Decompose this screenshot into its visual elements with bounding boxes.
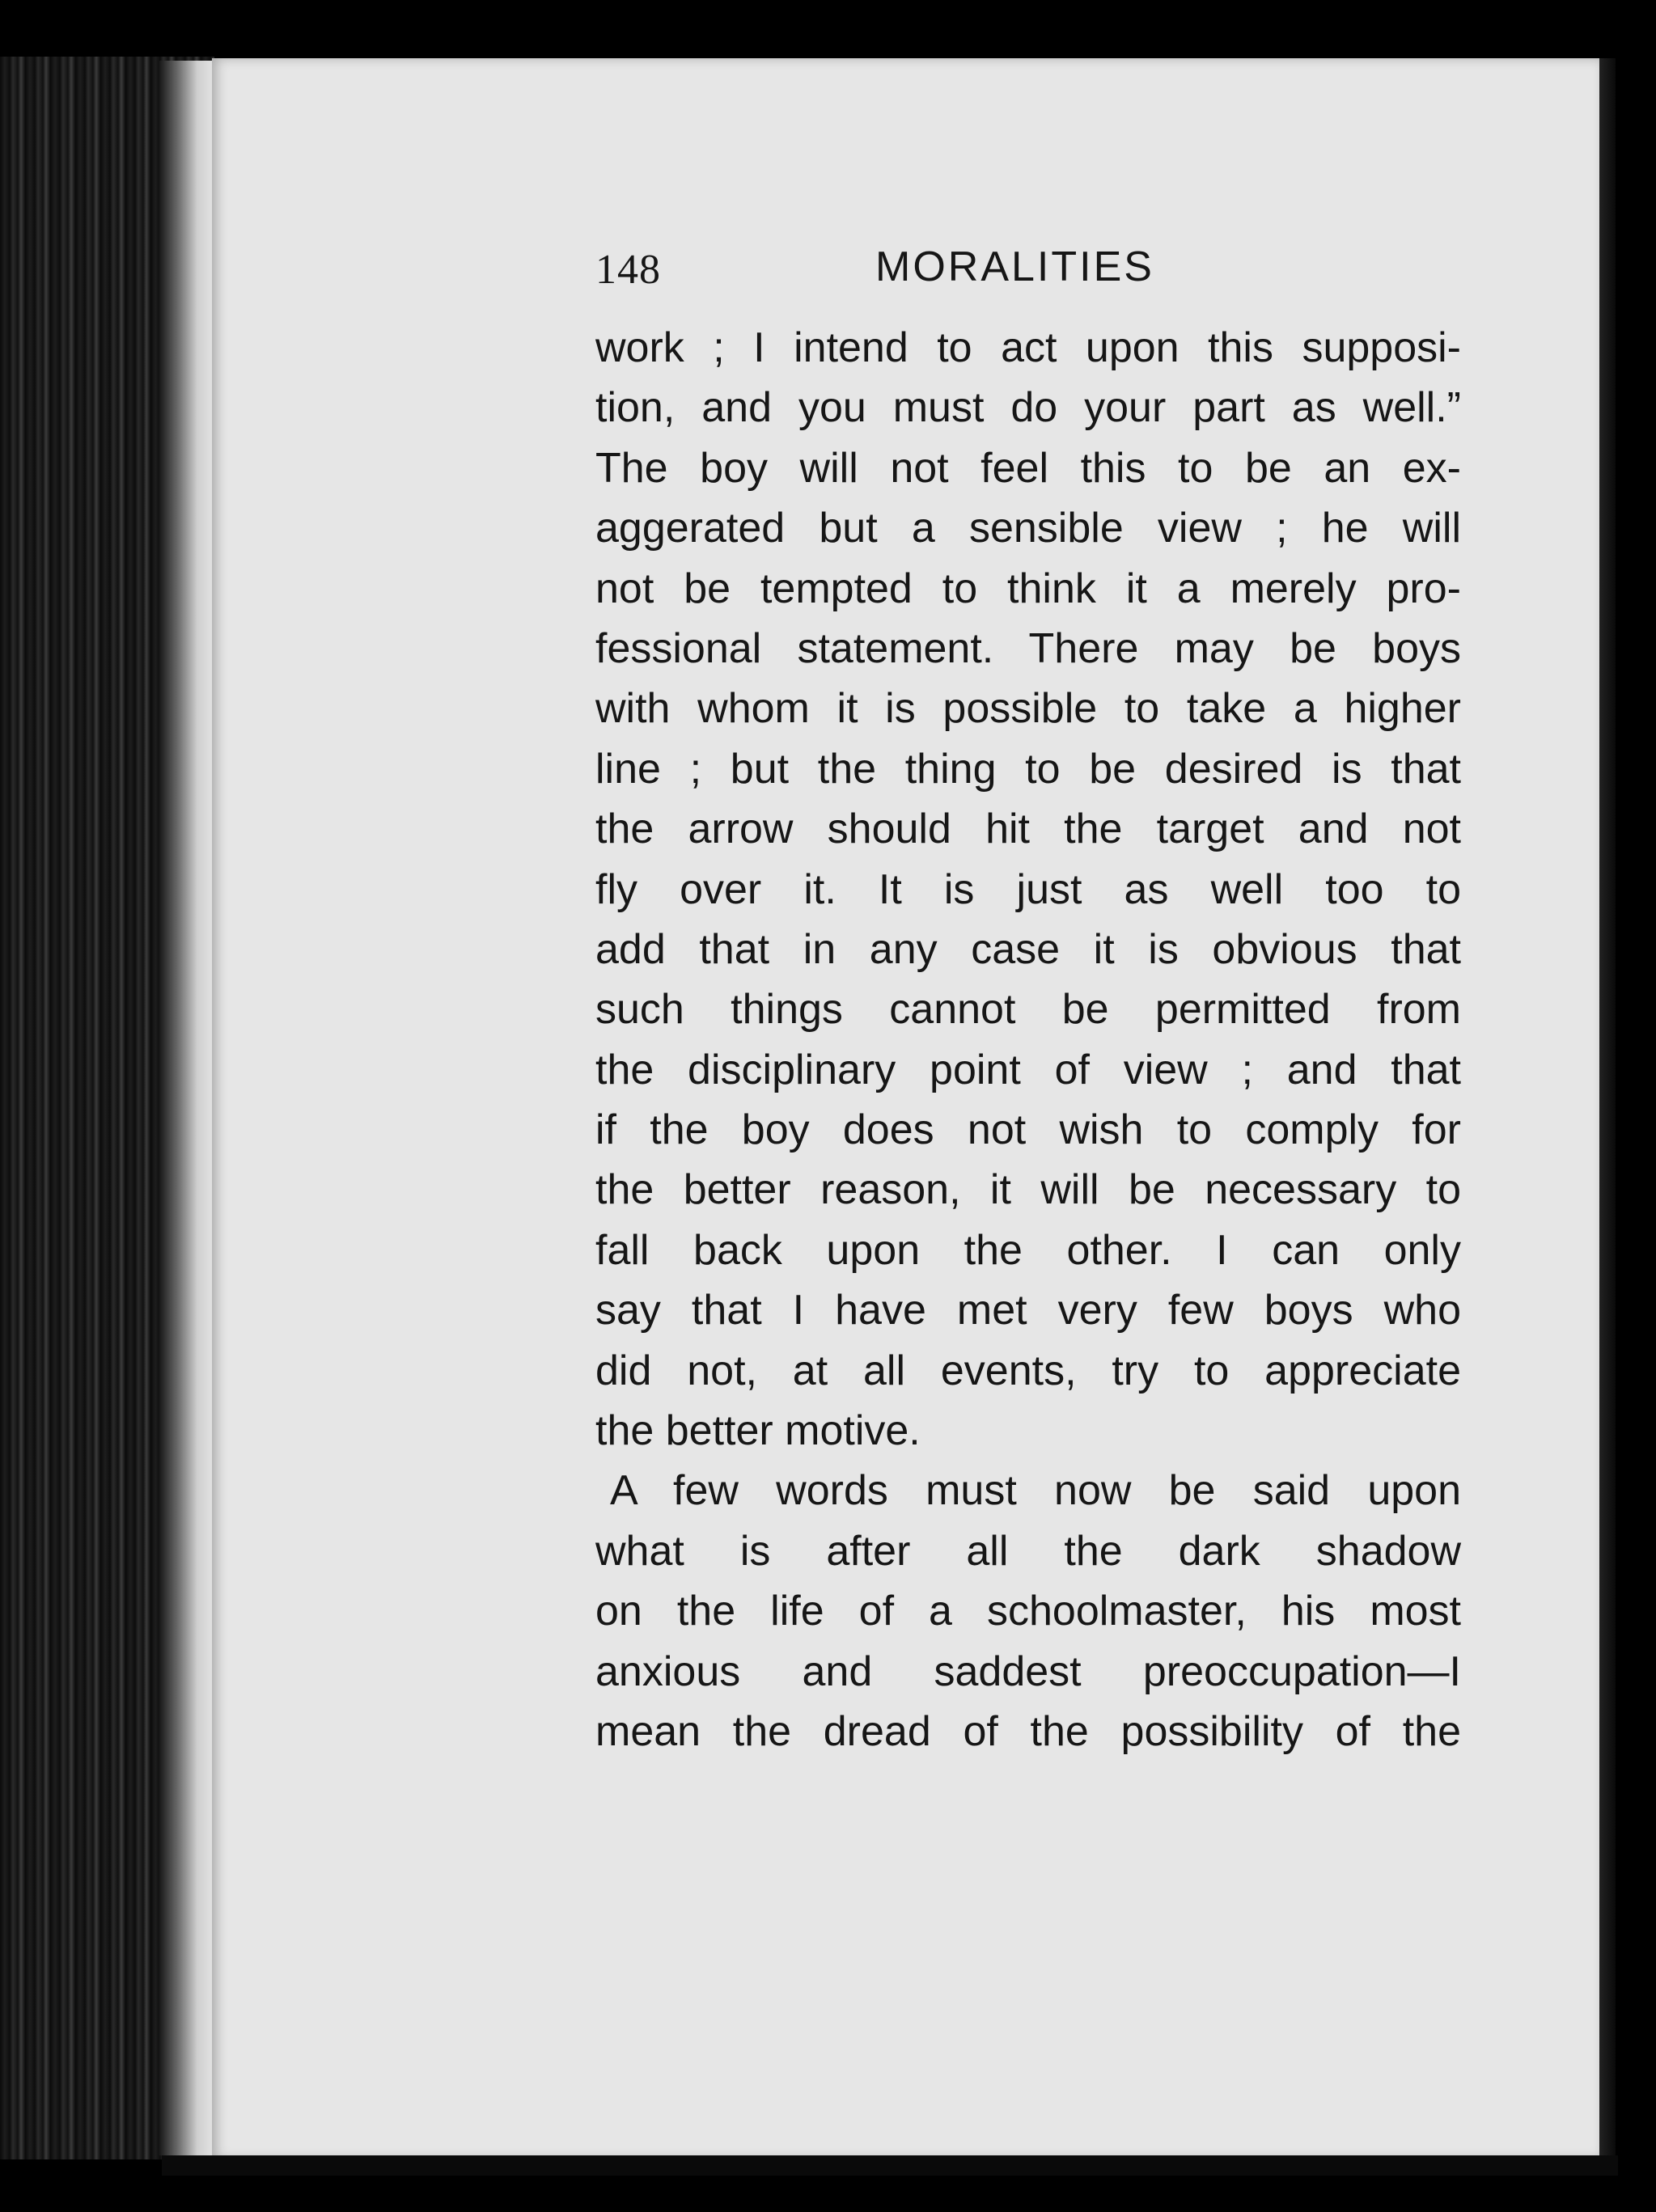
paragraph-start-line: A few words must now be said upon <box>610 1467 1461 1515</box>
text-line: not be tempted to think it a merely pro- <box>595 565 1461 612</box>
text-line: line ; but the thing to be desired is that <box>595 745 1461 793</box>
text-line: fly over it. It is just as well too to <box>595 865 1461 913</box>
body-text <box>595 318 1461 1762</box>
page-number: 148 <box>595 247 661 293</box>
text-line: The boy will not feel this to be an ex- <box>595 444 1461 492</box>
text-line: anxious and saddest preoccupation—I <box>595 1647 1461 1695</box>
page-stack-edge <box>158 61 214 2155</box>
text-line: work ; I intend to act upon this supposi- <box>595 324 1461 371</box>
text-line: fessional statement. There may be boys <box>595 624 1461 672</box>
text-line: the better motive. <box>595 1407 921 1455</box>
text-line: with whom it is possible to take a higher <box>595 685 1461 733</box>
text-line: aggerated but a sensible view ; he will <box>595 505 1461 552</box>
page-right-edge <box>1599 58 1616 2159</box>
text-line: such things cannot be permitted from <box>595 986 1461 1034</box>
text-line: fall back upon the other. I can only <box>595 1226 1461 1274</box>
text-line: add that in any case it is obvious that <box>595 925 1461 973</box>
text-line: tion, and you must do your part as well.” <box>595 384 1461 432</box>
page-bottom-edge <box>162 2155 1618 2176</box>
text-line: if the boy does not wish to comply for <box>595 1106 1461 1154</box>
text-line: the better reason, it will be necessary to <box>595 1166 1461 1214</box>
running-title: MORALITIES <box>875 243 1154 290</box>
text-line: mean the dread of the possibility of the <box>595 1707 1461 1755</box>
running-header <box>595 235 1429 299</box>
text-line: on the life of a schoolmaster, his most <box>595 1588 1461 1635</box>
text-line: what is after all the dark shadow <box>595 1527 1461 1575</box>
text-line: the arrow should hit the target and not <box>595 806 1461 853</box>
text-line: say that I have met very few boys who <box>595 1287 1461 1334</box>
text-line: the disciplinary point of view ; and that <box>595 1046 1461 1093</box>
text-line: did not, at all events, try to appreciate <box>595 1347 1461 1394</box>
